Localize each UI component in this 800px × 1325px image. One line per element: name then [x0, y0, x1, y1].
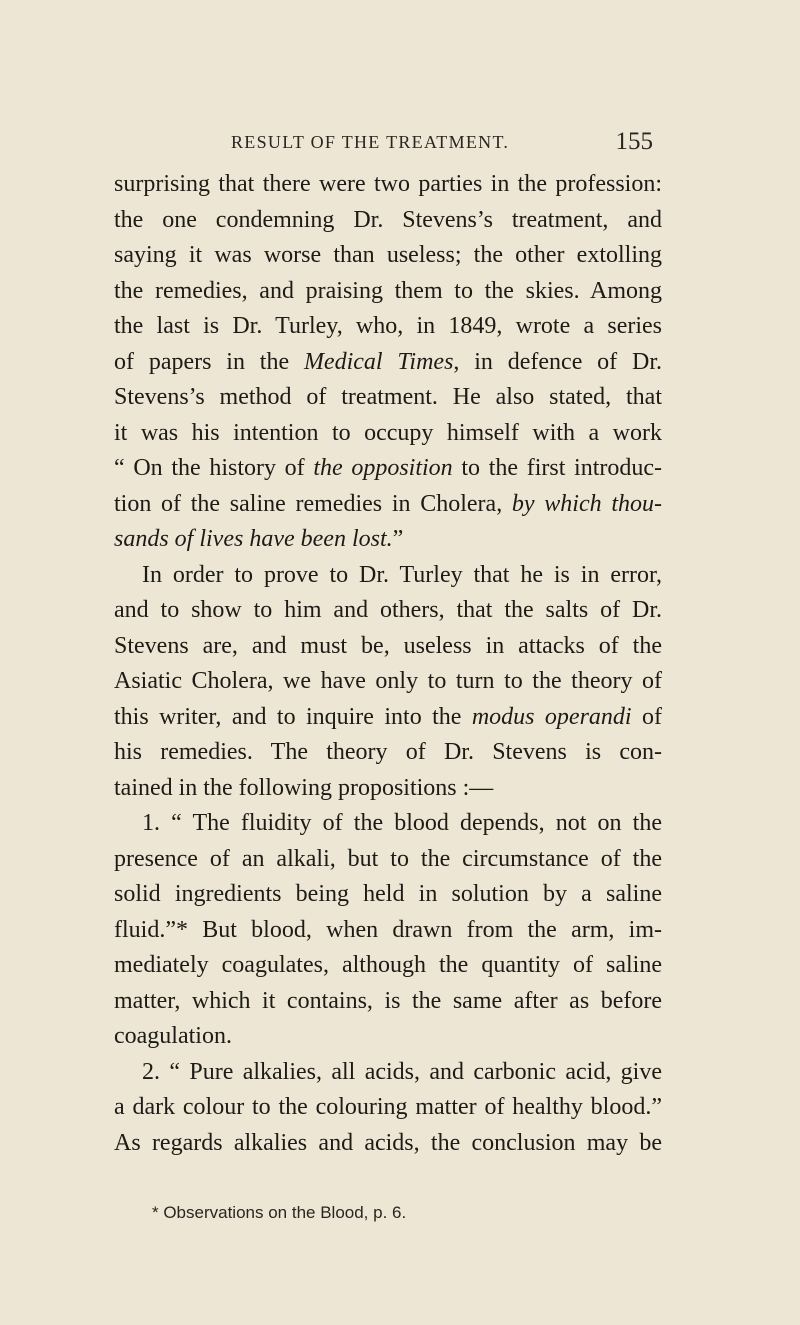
- text-line: “ On the history of the opposition to the first introduc-: [114, 455, 663, 481]
- text-line: of papers in the Medical Times, in defence of Dr.: [114, 348, 662, 375]
- page-number: 155: [615, 128, 653, 155]
- italic-phrase: the opposition: [313, 455, 453, 481]
- text-line: surprising that there were two parties in the profession:: [114, 171, 662, 197]
- text-line: a dark colour to the colouring matter of healthy blood.”: [114, 1094, 662, 1120]
- running-title: RESULT OF THE TREATMENT.: [231, 132, 510, 152]
- text-line: fluid.”* But blood, when drawn from the arm, im-: [114, 916, 662, 943]
- italic-phrase: by which thou-: [511, 490, 662, 517]
- text-line: As regards alkalies and acids, the conclusion may be: [114, 1129, 662, 1156]
- text-line: Stevens’s method of treatment. He also stated, that: [114, 384, 662, 410]
- text-line: saying it was worse than useless; the other extolling: [114, 242, 662, 268]
- footnote: * Observations on the Blood, p. 6.: [152, 1203, 407, 1222]
- text-line: the remedies, and praising them to the skies. Among: [114, 277, 662, 304]
- text-line: the last is Dr. Turley, who, in 1849, wrote a series: [114, 313, 662, 339]
- text-line: mediately coagulates, although the quantity of saline: [114, 952, 662, 978]
- text-line: presence of an alkali, but to the circumstance of the: [114, 845, 662, 872]
- italic-phrase: sands of lives have been lost.: [114, 526, 393, 552]
- text-line: sands of lives have been lost.”: [114, 526, 404, 552]
- text-line: the one condemning Dr. Stevens’s treatment, and: [114, 206, 662, 233]
- italic-title: Medical Times: [303, 348, 454, 375]
- text-line: tained in the following propositions :—: [114, 774, 494, 801]
- text-line: matter, which it contains, is the same after as before: [114, 987, 662, 1014]
- text-line: tion of the saline remedies in Cholera, by which thou-: [114, 490, 662, 517]
- body-text: [114, 167, 662, 1161]
- text-line: In order to prove to Dr. Turley that he is in error,: [142, 561, 662, 588]
- text-line: and to show to him and others, that the salts of Dr.: [114, 597, 662, 623]
- running-head: [231, 130, 653, 160]
- text-line: it was his intention to occupy himself with a work: [114, 419, 662, 446]
- text-line: Asiatic Cholera, we have only to turn to the theory of: [114, 668, 662, 694]
- text-line: 2. “ Pure alkalies, all acids, and carbonic acid, give: [142, 1058, 662, 1085]
- italic-phrase: modus operandi: [471, 703, 632, 730]
- text-line: solid ingredients being held in solution by a saline: [114, 881, 662, 907]
- text-line: coagulation.: [114, 1023, 232, 1049]
- text-line: Stevens are, and must be, useless in attacks of the: [114, 632, 662, 659]
- text-line: his remedies. The theory of Dr. Stevens is con-: [114, 739, 662, 765]
- text-line: 1. “ The fluidity of the blood depends, not on the: [142, 810, 662, 836]
- text-line: this writer, and to inquire into the modus operandi of: [114, 703, 662, 730]
